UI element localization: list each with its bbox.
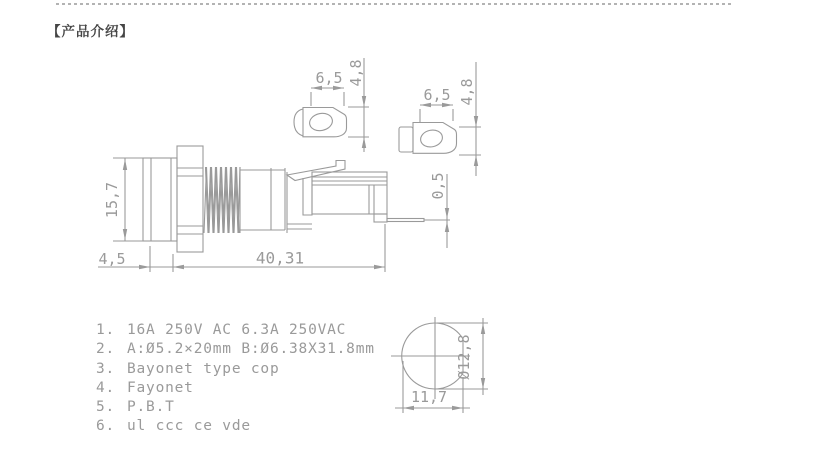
- spec-item-text: 16A 250V AC 6.3A 250VAC: [127, 322, 347, 338]
- dim-label-pin-thickness: 0,5: [429, 172, 447, 200]
- spec-item-number: 1.: [96, 322, 116, 338]
- spec-item-2: [96, 340, 426, 359]
- page-title: 【产品介绍】: [47, 24, 134, 39]
- dim-label-terminal-a-width: 6,5: [315, 69, 343, 87]
- spec-item-3: [96, 360, 426, 379]
- spec-item-4: [96, 379, 426, 398]
- spec-item-number: 3.: [96, 360, 116, 377]
- spec-item-number: 2.: [96, 341, 116, 358]
- spec-item-text: ul ccc ce vde: [127, 418, 251, 435]
- dim-label-terminal-a-height: 4,8: [347, 59, 365, 87]
- spec-item-text: Bayonet type cop: [127, 360, 280, 377]
- dim-label-panel-depth: 4,5: [98, 250, 126, 268]
- dim-label-hole-diameter: Ø12,8: [455, 334, 473, 380]
- spec-item-number: 4.: [96, 379, 116, 396]
- side-view: [143, 146, 450, 252]
- spec-item-text: P.B.T: [127, 399, 175, 416]
- spec-list: [96, 321, 426, 437]
- dim-label-terminal-b-height: 4,8: [458, 78, 476, 106]
- spec-item-1: [96, 321, 426, 340]
- spec-item-6: [96, 417, 426, 436]
- spec-item-text: A:Ø5.2×20mm B:Ø6.38X31.8mm: [127, 341, 375, 358]
- dim-label-cap-height: 15,7: [103, 181, 121, 219]
- dim-label-hole-flat-width: 11,7: [410, 388, 448, 406]
- spec-item-number: 5.: [96, 399, 116, 416]
- dim-label-terminal-b-width: 6,5: [423, 86, 451, 104]
- spec-item-5: [96, 398, 426, 417]
- spec-item-number: 6.: [96, 418, 116, 435]
- spec-item-text: Fayonet: [127, 379, 194, 396]
- dim-label-body-length: 40,31: [255, 248, 305, 268]
